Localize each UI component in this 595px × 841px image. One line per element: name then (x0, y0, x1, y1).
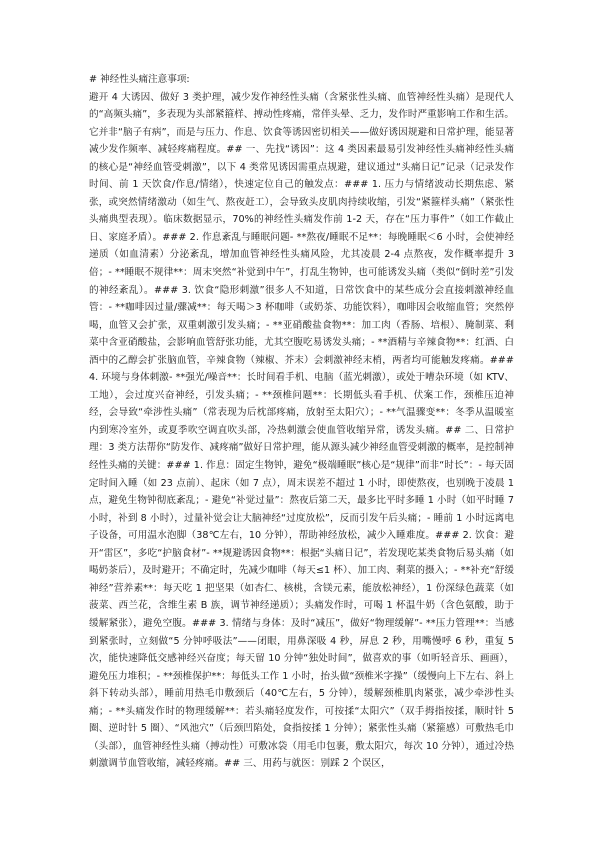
document-content (89, 71, 514, 773)
document-body-text: 避开 4 大诱因、做好 3 类护理，减少发作神经性头痛（含紧张性头痛、血管神经性头痛）是现代人的“高频头痛”，多表现为头部紧箍样、搏动性疼痛，常伴头晕、乏力，发作时严重影响工作和生活。它并非“脑子有病”，而是与压力、作息、饮食等诱因密切相关——做好诱因规避和日常护理，能显著减少发作频率、减轻疼痛程度。## 一、先找“诱因”：这 4 类因素最易引发神经性头痛神经性头痛的核心是“神经血管受刺激”，以下 4 类常见诱因需重点规避，建议通过“头痛日记”记录（记录发作时间、前 1 天饮食/作息/情绪），快速定位自己的触发点：### 1. 压力与情绪波动长期焦虑、紧张，或突然情绪激动（如生气、熬夜赶工），会导致头皮肌肉持续收缩，引发“紧箍样头痛”（紧张性头痛典型表现）。临床数据显示，70%的神经性头痛发作前 1-2 天，存在“压力事件”（如工作截止日、家庭矛盾）。### 2. 作息紊乱与睡眠问题- **熬夜/睡眠不足**：每晚睡眠＜6 小时，会使神经递质（如血清素）分泌紊乱，增加血管神经性头痛风险，尤其凌晨 2-4 点熬夜，发作概率提升 3 倍；- **睡眠不规律**：周末突然“补觉到中午”，打乱生物钟，也可能诱发头痛（类似“倒时差”引发的神经紊乱）。### 3. 饮食“隐形刺激”很多人不知道，日常饮食中的某些成分会直接刺激神经血管：- **咖啡因过量/骤减**：每天喝＞3 杯咖啡（或奶茶、功能饮料），咖啡因会收缩血管；突然停喝，血管又会扩张，双重刺激引发头痛；- **亚硝酸盐食物**：加工肉（香肠、培根）、腌制菜、剩菜中含亚硝酸盐，会影响血管舒张功能，尤其空腹吃易诱发头痛；- **酒精与辛辣食物**：红酒、白酒中的乙醇会扩张脑血管，辛辣食物（辣椒、芥末）会刺激神经末梢，两者均可能触发疼痛。### 4. 环境与身体刺激- **强光/噪音**：长时间看手机、电脑（蓝光刺激），或处于嘈杂环境（如 KTV、工地），会过度兴奋神经，引发头痛；- **颈椎问题**：长期低头看手机、伏案工作，颈椎压迫神经，会导致“牵涉性头痛”（常表现为后枕部疼痛，放射至太阳穴）；- **气温骤变**：冬季从温暖室内到寒冷室外，或夏季吹空调直吹头部，冷热刺激会使血管收缩异常，诱发头痛。## 二、日常护理：3 类方法帮你“防发作、减疼痛”做好日常护理，能从源头减少神经血管受刺激的概率，是控制神经性头痛的关键：### 1. 作息：固定生物钟，避免“极端睡眠”核心是“规律”而非“时长”：- 每天固定时间入睡（如 23 点前）、起床（如 7 点），周末误差不超过 1 小时，即使熬夜，也别晚于凌晨 1 点，避免生物钟彻底紊乱；- 避免“补觉过量”：熬夜后第二天，最多比平时多睡 1 小时（如平时睡 7 小时，补到 8 小时），过量补觉会让大脑神经“过度放松”，反而引发午后头痛；- 睡前 1 小时远离电子设备，可用温水泡脚（38℃左右，10 分钟），帮助神经放松，减少入睡难度。### 2. 饮食：避开“雷区”，多吃“护脑食材”- **规避诱因食物**：根据“头痛日记”，若发现吃某类食物后易头痛（如喝奶茶后），及时避开；不确定时，先减少咖啡（每天≤1 杯）、加工肉、剩菜的摄入；- **补充“舒缓神经”营养素**：每天吃 1 把坚果（如杏仁、核桃，含镁元素，能放松神经），1 份深绿色蔬菜（如菠菜、西兰花，含维生素 B 族，调节神经递质）；头痛发作时，可喝 1 杯温牛奶（含色氨酸，助于缓解紧张），避免空腹。### 3. 情绪与身体：及时“减压”，做好“物理缓解”- **压力管理**：当感到紧张时，立刻做“5 分钟呼吸法”——闭眼，用鼻深吸 4 秒，屏息 2 秒，用嘴慢呼 6 秒，重复 5 次，能快速降低交感神经兴奋度；每天留 10 分钟“独处时间”，做喜欢的事（如听轻音乐、画画），避免压力堆积；- **颈椎保护**：每低头工作 1 小时，抬头做“颈椎米字操”（缓慢向上下左右、斜上斜下转动头部），睡前用热毛巾敷颈后（40℃左右，5 分钟），缓解颈椎肌肉紧张，减少牵涉性头痛；- **头痛发作时的物理缓解**：若头痛轻度发作，可按揉“太阳穴”（双手拇指按揉，顺时针 5 圈、逆时针 5 圈）、“风池穴”（后颈凹陷处，食指按揉 1 分钟）；紧张性头痛（紧箍感）可敷热毛巾（头部），血管神经性头痛（搏动性）可敷冰袋（用毛巾包裹，敷太阳穴，每次 10 分钟），通过冷热刺激调节血管收缩，减轻疼痛。## 三、用药与就医：别踩 2 个误区， (89, 91, 514, 770)
document-title: # 神经性头痛注意事项: (89, 74, 190, 85)
